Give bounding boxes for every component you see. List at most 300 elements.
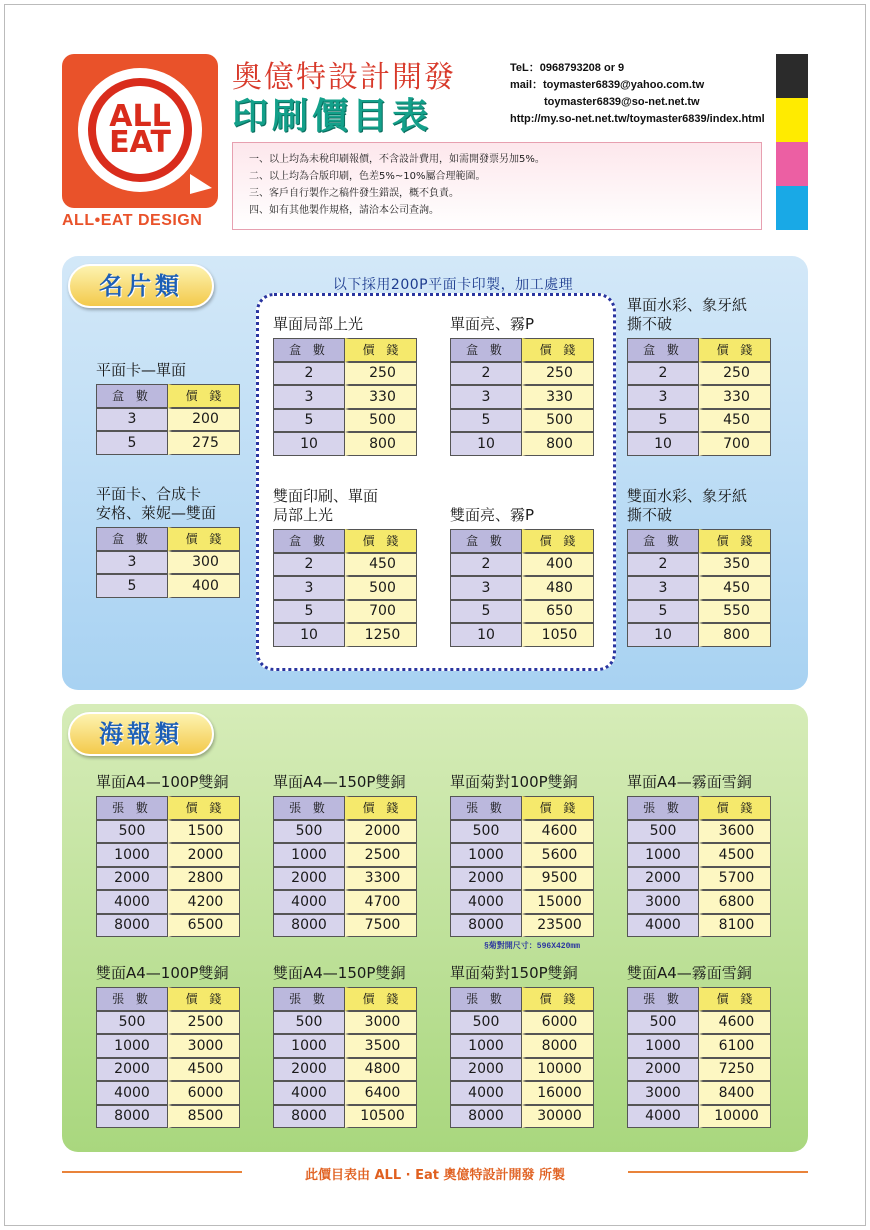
table-row <box>273 576 417 600</box>
label-line: 撕不破 <box>627 506 673 524</box>
quantity-cell: 5 <box>96 431 168 455</box>
price-table <box>450 338 594 456</box>
quantity-cell: 2 <box>273 553 345 577</box>
table-row <box>627 409 771 433</box>
price-cell: 250 <box>345 362 417 386</box>
quantity-header: 盒 數 <box>450 338 522 362</box>
table-row <box>273 1011 417 1035</box>
price-cell: 9500 <box>522 867 594 891</box>
price-table-block <box>627 487 771 647</box>
label-line: 單面局部上光 <box>273 315 364 333</box>
price-cell: 8000 <box>522 1034 594 1058</box>
price-header: 價 錢 <box>168 796 240 820</box>
table-row <box>273 623 417 647</box>
price-table-label <box>96 361 186 380</box>
table-header-row <box>273 987 417 1011</box>
price-cell: 250 <box>699 362 771 386</box>
price-cell: 450 <box>345 553 417 577</box>
price-header: 價 錢 <box>168 527 240 551</box>
price-table-block <box>450 964 594 1128</box>
contact-tel: TeL：0968793208 or 9 <box>510 62 625 74</box>
table-header-row <box>273 529 417 553</box>
quantity-cell: 3 <box>627 385 699 409</box>
price-table-label <box>96 964 228 983</box>
table-row <box>450 553 594 577</box>
quantity-header: 盒 數 <box>96 527 168 551</box>
quantity-cell: 10 <box>450 432 522 456</box>
quantity-cell: 5 <box>627 600 699 624</box>
price-table-block <box>273 964 417 1128</box>
quantity-cell: 3000 <box>627 1081 699 1105</box>
label-line: 雙面水彩、象牙紙 <box>627 487 748 505</box>
price-header: 價 錢 <box>699 796 771 820</box>
price-cell: 1050 <box>522 623 594 647</box>
cmyk-color-bar <box>776 54 808 230</box>
table-row <box>627 553 771 577</box>
table-row <box>273 362 417 386</box>
price-cell: 2800 <box>168 867 240 891</box>
label-line: 單面水彩、象牙紙 <box>627 296 748 314</box>
label-line: 平面卡、合成卡 <box>96 485 202 503</box>
price-table-block <box>627 296 771 456</box>
quantity-cell: 2000 <box>96 1058 168 1082</box>
table-row <box>96 867 240 891</box>
price-cell: 6100 <box>699 1034 771 1058</box>
table-row <box>450 867 594 891</box>
table-row <box>450 623 594 647</box>
quantity-cell: 10 <box>450 623 522 647</box>
table-header-row <box>96 527 240 551</box>
price-header: 價 錢 <box>345 796 417 820</box>
quantity-header: 張 數 <box>96 796 168 820</box>
table-header-row <box>273 338 417 362</box>
quantity-header: 張 數 <box>627 796 699 820</box>
price-cell: 275 <box>168 431 240 455</box>
price-table-label <box>627 296 747 334</box>
company-title: 奧億特設計開發 <box>232 60 456 95</box>
table-row <box>273 1058 417 1082</box>
quantity-cell: 500 <box>450 820 522 844</box>
quantity-cell: 4000 <box>273 890 345 914</box>
quantity-cell: 5 <box>450 409 522 433</box>
table-row <box>96 1011 240 1035</box>
price-header: 價 錢 <box>168 384 240 408</box>
price-cell: 2000 <box>168 843 240 867</box>
quantity-cell: 1000 <box>450 1034 522 1058</box>
cmyk-swatch <box>776 54 808 98</box>
quantity-cell: 2000 <box>273 1058 345 1082</box>
price-table-label <box>450 315 534 334</box>
price-table-label <box>273 487 378 525</box>
price-list-title: 印刷價目表 <box>232 96 433 137</box>
price-header: 價 錢 <box>522 529 594 553</box>
poster-size-footnote: §菊對開尺寸：596X420mm <box>484 942 581 951</box>
price-cell: 4600 <box>699 1011 771 1035</box>
table-header-row <box>96 796 240 820</box>
table-row <box>627 1081 771 1105</box>
quantity-header: 盒 數 <box>627 529 699 553</box>
label-line: 安格、萊妮—雙面 <box>96 504 217 522</box>
price-cell: 6800 <box>699 890 771 914</box>
logo-mark: ALL EAT <box>109 99 171 160</box>
price-table-block <box>96 361 240 455</box>
note-item: 三、客戶自行製作之稿件發生錯誤，概不負責。 <box>249 188 459 199</box>
quantity-cell: 10 <box>627 623 699 647</box>
price-cell: 700 <box>699 432 771 456</box>
price-table-block <box>450 506 594 647</box>
company-logo <box>62 54 218 208</box>
price-header: 價 錢 <box>345 338 417 362</box>
price-cell: 450 <box>699 409 771 433</box>
price-cell: 250 <box>522 362 594 386</box>
price-cell: 500 <box>345 576 417 600</box>
price-cell: 650 <box>522 600 594 624</box>
quantity-cell: 8000 <box>450 1105 522 1129</box>
contact-info <box>510 60 765 128</box>
price-table <box>450 796 594 937</box>
price-table <box>96 527 240 598</box>
price-table <box>96 384 240 455</box>
price-cell: 300 <box>168 551 240 575</box>
price-table-label <box>273 315 363 334</box>
quantity-cell: 2 <box>627 362 699 386</box>
quantity-header: 張 數 <box>450 796 522 820</box>
price-table-block <box>96 485 240 598</box>
price-cell: 10000 <box>699 1105 771 1129</box>
table-row <box>273 867 417 891</box>
price-cell: 3000 <box>168 1034 240 1058</box>
table-header-row <box>450 987 594 1011</box>
price-cell: 8100 <box>699 914 771 938</box>
quantity-header: 張 數 <box>627 987 699 1011</box>
price-cell: 4200 <box>168 890 240 914</box>
table-row <box>96 820 240 844</box>
price-cell: 200 <box>168 408 240 432</box>
price-header: 價 錢 <box>522 796 594 820</box>
cmyk-swatch <box>776 186 808 230</box>
label-line: 單面菊對100P雙銅 <box>450 773 578 791</box>
price-cell: 10000 <box>522 1058 594 1082</box>
quantity-header: 張 數 <box>273 796 345 820</box>
quantity-cell: 8000 <box>273 1105 345 1129</box>
quantity-cell: 500 <box>627 1011 699 1035</box>
quantity-cell: 10 <box>627 432 699 456</box>
price-cell: 350 <box>699 553 771 577</box>
cmyk-swatch <box>776 98 808 142</box>
price-cell: 6500 <box>168 914 240 938</box>
quantity-cell: 2000 <box>273 867 345 891</box>
quantity-cell: 8000 <box>450 914 522 938</box>
table-row <box>627 1011 771 1035</box>
table-row <box>627 867 771 891</box>
table-row <box>273 553 417 577</box>
quantity-cell: 1000 <box>627 1034 699 1058</box>
price-cell: 450 <box>699 576 771 600</box>
price-cell: 330 <box>345 385 417 409</box>
quantity-cell: 5 <box>273 409 345 433</box>
quantity-cell: 1000 <box>627 843 699 867</box>
table-row <box>450 362 594 386</box>
price-cell: 5700 <box>699 867 771 891</box>
table-header-row <box>96 987 240 1011</box>
quantity-cell: 8000 <box>96 914 168 938</box>
price-cell: 8500 <box>168 1105 240 1129</box>
price-table-label <box>450 506 534 525</box>
price-table-block <box>450 773 594 937</box>
price-cell: 6000 <box>522 1011 594 1035</box>
price-cell: 4500 <box>168 1058 240 1082</box>
price-table-label <box>96 773 228 792</box>
price-table-block <box>273 315 417 456</box>
table-header-row <box>627 987 771 1011</box>
quantity-cell: 2000 <box>450 867 522 891</box>
quantity-cell: 5 <box>96 574 168 598</box>
quantity-cell: 3 <box>273 385 345 409</box>
price-table-label <box>450 773 578 792</box>
price-table-block <box>273 773 417 937</box>
label-line: 單面菊對150P雙銅 <box>450 964 578 982</box>
quantity-cell: 1000 <box>273 843 345 867</box>
price-header: 價 錢 <box>522 338 594 362</box>
price-table-block <box>627 773 771 937</box>
table-row <box>273 914 417 938</box>
quantity-cell: 500 <box>450 1011 522 1035</box>
price-cell: 5600 <box>522 843 594 867</box>
price-table <box>450 987 594 1128</box>
table-header-row <box>627 338 771 362</box>
quantity-cell: 4000 <box>627 1105 699 1129</box>
footer-credit: 此價目表由 ALL · Eat 奧億特設計開發 所製 <box>304 1168 566 1183</box>
price-cell: 3300 <box>345 867 417 891</box>
label-line: 雙面A4—霧面雪銅 <box>627 964 752 982</box>
price-cell: 4500 <box>699 843 771 867</box>
quantity-header: 張 數 <box>273 987 345 1011</box>
quantity-cell: 1000 <box>450 843 522 867</box>
label-line: 雙面A4—100P雙銅 <box>96 964 229 982</box>
price-table-block <box>96 773 240 937</box>
quantity-cell: 2000 <box>450 1058 522 1082</box>
table-row <box>273 820 417 844</box>
quantity-cell: 5 <box>450 600 522 624</box>
quantity-header: 盒 數 <box>273 529 345 553</box>
table-row <box>627 576 771 600</box>
price-table-label <box>627 964 752 983</box>
price-table <box>627 987 771 1128</box>
quantity-cell: 500 <box>96 820 168 844</box>
table-row <box>627 1058 771 1082</box>
table-header-row <box>96 384 240 408</box>
quantity-cell: 4000 <box>450 890 522 914</box>
price-cell: 3600 <box>699 820 771 844</box>
quantity-cell: 10 <box>273 432 345 456</box>
price-cell: 800 <box>345 432 417 456</box>
table-row <box>627 820 771 844</box>
price-cell: 2000 <box>345 820 417 844</box>
table-row <box>273 600 417 624</box>
quantity-header: 盒 數 <box>450 529 522 553</box>
price-cell: 2500 <box>345 843 417 867</box>
table-row <box>627 432 771 456</box>
table-row <box>273 843 417 867</box>
price-cell: 30000 <box>522 1105 594 1129</box>
logo-speech-tail <box>190 174 212 194</box>
table-header-row <box>450 796 594 820</box>
price-table-label <box>96 485 216 523</box>
price-cell: 1250 <box>345 623 417 647</box>
table-row <box>627 1105 771 1129</box>
table-row <box>96 1058 240 1082</box>
table-row <box>450 385 594 409</box>
card-section-panel <box>62 256 808 690</box>
table-row <box>450 1058 594 1082</box>
table-row <box>627 362 771 386</box>
quantity-cell: 4000 <box>627 914 699 938</box>
quantity-cell: 3 <box>96 408 168 432</box>
price-cell: 3500 <box>345 1034 417 1058</box>
contact-url: http://my.so-net.net.tw/toymaster6839/index.html <box>510 113 765 125</box>
table-row <box>450 843 594 867</box>
table-row <box>96 1034 240 1058</box>
logo-circle <box>78 68 202 192</box>
price-table-block <box>627 964 771 1128</box>
label-line: 雙面印刷、單面 <box>273 487 379 505</box>
price-cell: 800 <box>699 623 771 647</box>
price-table-block <box>96 964 240 1128</box>
quantity-cell: 5 <box>627 409 699 433</box>
quantity-cell: 2 <box>450 553 522 577</box>
poster-section-panel <box>62 704 808 1152</box>
price-cell: 6400 <box>345 1081 417 1105</box>
price-header: 價 錢 <box>699 529 771 553</box>
quantity-cell: 500 <box>627 820 699 844</box>
quantity-cell: 3 <box>96 551 168 575</box>
table-header-row <box>450 529 594 553</box>
quantity-cell: 3 <box>627 576 699 600</box>
table-row <box>96 1105 240 1129</box>
processing-caption: 以下採用200P平面卡印製，加工處理 <box>332 277 574 293</box>
quantity-cell: 1000 <box>96 1034 168 1058</box>
quantity-cell: 8000 <box>96 1105 168 1129</box>
quantity-cell: 3 <box>450 576 522 600</box>
table-row <box>273 1081 417 1105</box>
price-cell: 7250 <box>699 1058 771 1082</box>
price-table <box>627 338 771 456</box>
table-row <box>273 1034 417 1058</box>
quantity-cell: 4000 <box>273 1081 345 1105</box>
table-row <box>96 890 240 914</box>
label-line: 平面卡—單面 <box>96 361 187 379</box>
price-table <box>273 338 417 456</box>
table-row <box>273 432 417 456</box>
note-item: 一、以上均為未稅印刷報價，不含設計費用，如需開發票另加5%。 <box>249 154 545 165</box>
quantity-header: 張 數 <box>450 987 522 1011</box>
quantity-cell: 3 <box>273 576 345 600</box>
price-cell: 1500 <box>168 820 240 844</box>
price-cell: 500 <box>522 409 594 433</box>
price-cell: 400 <box>522 553 594 577</box>
price-table-label <box>273 773 405 792</box>
price-cell: 4800 <box>345 1058 417 1082</box>
price-cell: 550 <box>699 600 771 624</box>
table-row <box>273 1105 417 1129</box>
price-header: 價 錢 <box>522 987 594 1011</box>
table-row <box>450 1011 594 1035</box>
table-row <box>627 385 771 409</box>
price-table <box>96 987 240 1128</box>
price-cell: 330 <box>522 385 594 409</box>
quantity-cell: 2 <box>273 362 345 386</box>
table-row <box>96 551 240 575</box>
table-row <box>450 1105 594 1129</box>
table-row <box>450 820 594 844</box>
price-table <box>273 796 417 937</box>
price-header: 價 錢 <box>345 987 417 1011</box>
price-cell: 15000 <box>522 890 594 914</box>
quantity-cell: 3 <box>450 385 522 409</box>
table-row <box>627 600 771 624</box>
table-header-row <box>273 796 417 820</box>
price-table-label <box>627 487 747 525</box>
label-line: 單面A4—150P雙銅 <box>273 773 406 791</box>
note-item: 四、如有其他製作規格，請洽本公司查詢。 <box>249 205 439 216</box>
price-table-block <box>273 487 417 647</box>
price-table <box>273 987 417 1128</box>
label-line: 局部上光 <box>273 506 334 524</box>
quantity-header: 盒 數 <box>96 384 168 408</box>
quantity-cell: 8000 <box>273 914 345 938</box>
label-line: 單面A4—100P雙銅 <box>96 773 229 791</box>
table-row <box>96 431 240 455</box>
price-header: 價 錢 <box>345 529 417 553</box>
price-table <box>273 529 417 647</box>
price-cell: 23500 <box>522 914 594 938</box>
price-cell: 330 <box>699 385 771 409</box>
quantity-cell: 4000 <box>450 1081 522 1105</box>
contact-mail-2: toymaster6839@so-net.net.tw <box>544 96 700 108</box>
table-header-row <box>450 338 594 362</box>
quantity-cell: 2 <box>450 362 522 386</box>
price-header: 價 錢 <box>699 338 771 362</box>
quantity-cell: 10 <box>273 623 345 647</box>
price-cell: 4600 <box>522 820 594 844</box>
table-row <box>450 432 594 456</box>
quantity-cell: 4000 <box>96 890 168 914</box>
label-line: 單面亮、霧P <box>450 315 535 333</box>
table-row <box>627 623 771 647</box>
table-row <box>627 843 771 867</box>
contact-mail: mail：toymaster6839@yahoo.com.tw <box>510 79 705 91</box>
table-row <box>450 1081 594 1105</box>
price-cell: 8400 <box>699 1081 771 1105</box>
poster-section-title: 海報類 <box>68 712 214 756</box>
price-cell: 16000 <box>522 1081 594 1105</box>
table-row <box>96 843 240 867</box>
price-table <box>96 796 240 937</box>
price-cell: 500 <box>345 409 417 433</box>
quantity-cell: 2 <box>627 553 699 577</box>
price-cell: 4700 <box>345 890 417 914</box>
price-header: 價 錢 <box>699 987 771 1011</box>
quantity-cell: 2000 <box>627 867 699 891</box>
price-cell: 480 <box>522 576 594 600</box>
cmyk-swatch <box>776 142 808 186</box>
table-row <box>627 890 771 914</box>
quantity-cell: 3000 <box>627 890 699 914</box>
note-item: 二、以上均為合版印刷，色差5%~10%屬合理範圍。 <box>249 171 486 182</box>
price-cell: 3000 <box>345 1011 417 1035</box>
footer-rule-left <box>62 1171 242 1173</box>
label-line: 單面A4—霧面雪銅 <box>627 773 752 791</box>
